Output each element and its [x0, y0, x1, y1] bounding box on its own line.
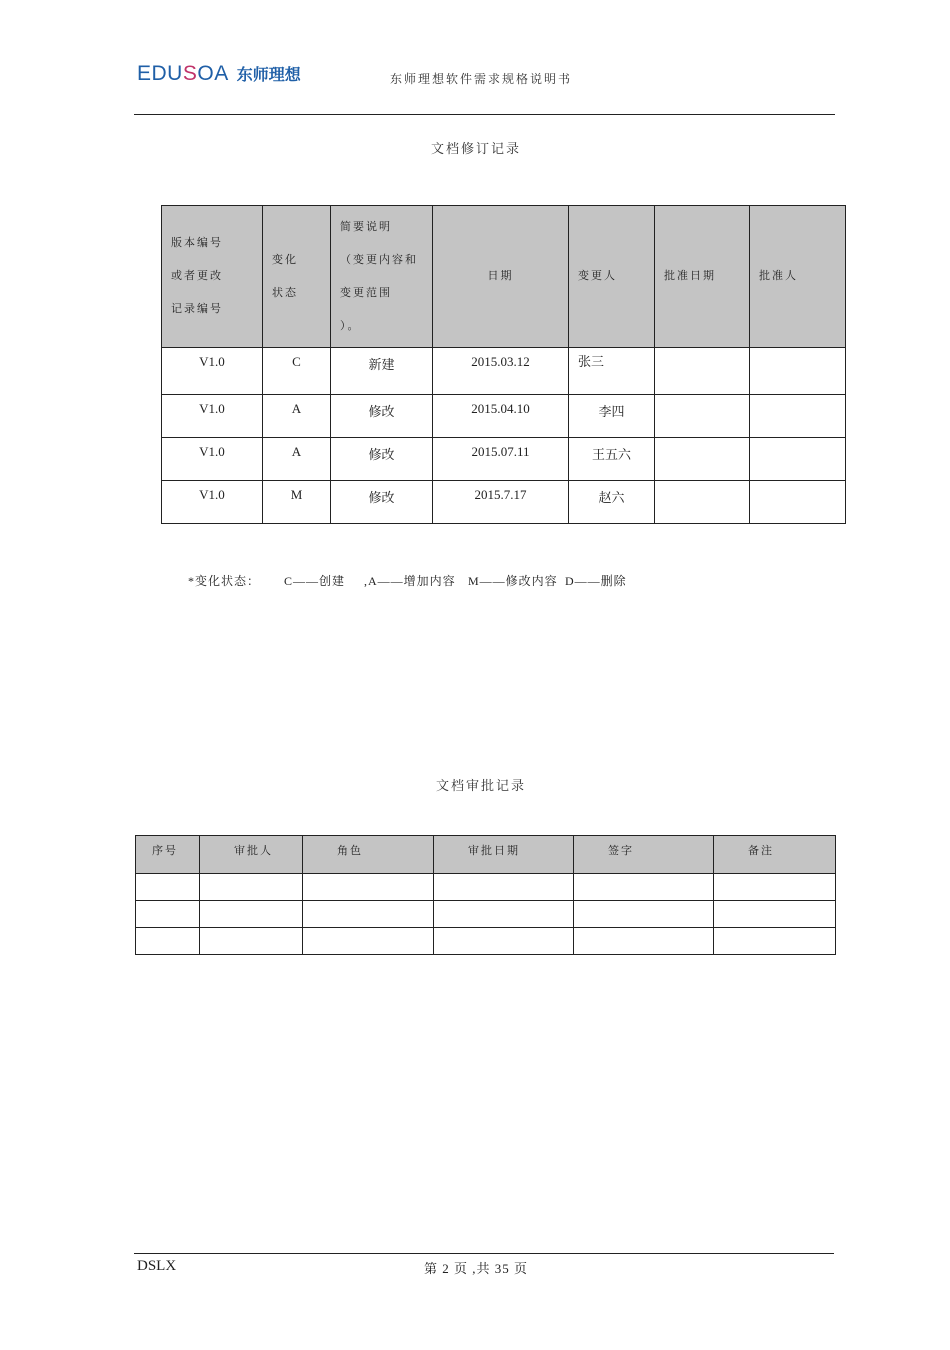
header-role: 角色: [303, 836, 434, 874]
status-legend-note: *变化状态： C——创建 ,A——增加内容 M——修改内容 D——删除: [188, 574, 627, 588]
revision-header-row: [162, 206, 846, 348]
cell-approver: [750, 395, 846, 438]
cell-version: V1.0: [162, 438, 263, 481]
cell-approval-date: [655, 438, 750, 481]
cell-approval-date: [655, 395, 750, 438]
cell-status: C: [263, 348, 331, 395]
logo-latin: EDUSOA: [137, 62, 229, 85]
cell-date: 2015.04.10: [433, 395, 569, 438]
table-row: [136, 874, 836, 901]
cell-status: A: [263, 395, 331, 438]
header-version: 版本编号 或者更改 记录编号: [162, 206, 263, 348]
company-logo: [137, 62, 301, 86]
header-approver: 批准人: [750, 206, 846, 348]
review-table: [135, 835, 836, 955]
table-row: [136, 901, 836, 928]
cell-date: 2015.07.11: [433, 438, 569, 481]
cell-version: V1.0: [162, 395, 263, 438]
header-review-date: 审批日期: [434, 836, 574, 874]
header-reviewer: 审批人: [200, 836, 303, 874]
cell-description: 修改: [331, 481, 433, 524]
cell-description: 修改: [331, 395, 433, 438]
header-seq: 序号: [136, 836, 200, 874]
cell-changer: 张三: [569, 348, 655, 395]
cell-approver: [750, 481, 846, 524]
header-date: 日期: [433, 206, 569, 348]
footer-page-number: 第 2 页 ,共 35 页: [424, 1261, 529, 1276]
cell-approver: [750, 348, 846, 395]
cell-version: V1.0: [162, 481, 263, 524]
header-rule: [134, 114, 835, 115]
review-header-row: [136, 836, 836, 874]
table-row: [162, 395, 846, 438]
review-title: 文档审批记录: [435, 778, 526, 793]
revision-title: 文档修订记录: [430, 141, 521, 156]
revision-table: [161, 205, 846, 524]
cell-date: 2015.03.12: [433, 348, 569, 395]
header-description: 简要说明 （变更内容和 变更范围 ）。: [331, 206, 433, 348]
cell-description: 新建: [331, 348, 433, 395]
header-approval-date: 批准日期: [655, 206, 750, 348]
cell-date: 2015.7.17: [433, 481, 569, 524]
cell-approval-date: [655, 481, 750, 524]
header-signature: 签字: [574, 836, 714, 874]
header-remarks: 备注: [714, 836, 836, 874]
cell-changer: 王五六: [569, 438, 655, 481]
header-title: 东师理想软件需求规格说明书: [390, 72, 573, 86]
table-row: [162, 438, 846, 481]
cell-approval-date: [655, 348, 750, 395]
cell-status: M: [263, 481, 331, 524]
header-changer: 变更人: [569, 206, 655, 348]
footer-doc-code: DSLX: [137, 1258, 177, 1274]
logo-chinese: 东师理想: [236, 67, 301, 84]
header-status: 变化 状态: [263, 206, 331, 348]
table-row: [162, 481, 846, 524]
cell-changer: 李四: [569, 395, 655, 438]
cell-approver: [750, 438, 846, 481]
table-row: [136, 928, 836, 955]
cell-version: V1.0: [162, 348, 263, 395]
table-row: [162, 348, 846, 395]
cell-status: A: [263, 438, 331, 481]
cell-changer: 赵六: [569, 481, 655, 524]
footer-rule: [134, 1253, 834, 1254]
cell-description: 修改: [331, 438, 433, 481]
